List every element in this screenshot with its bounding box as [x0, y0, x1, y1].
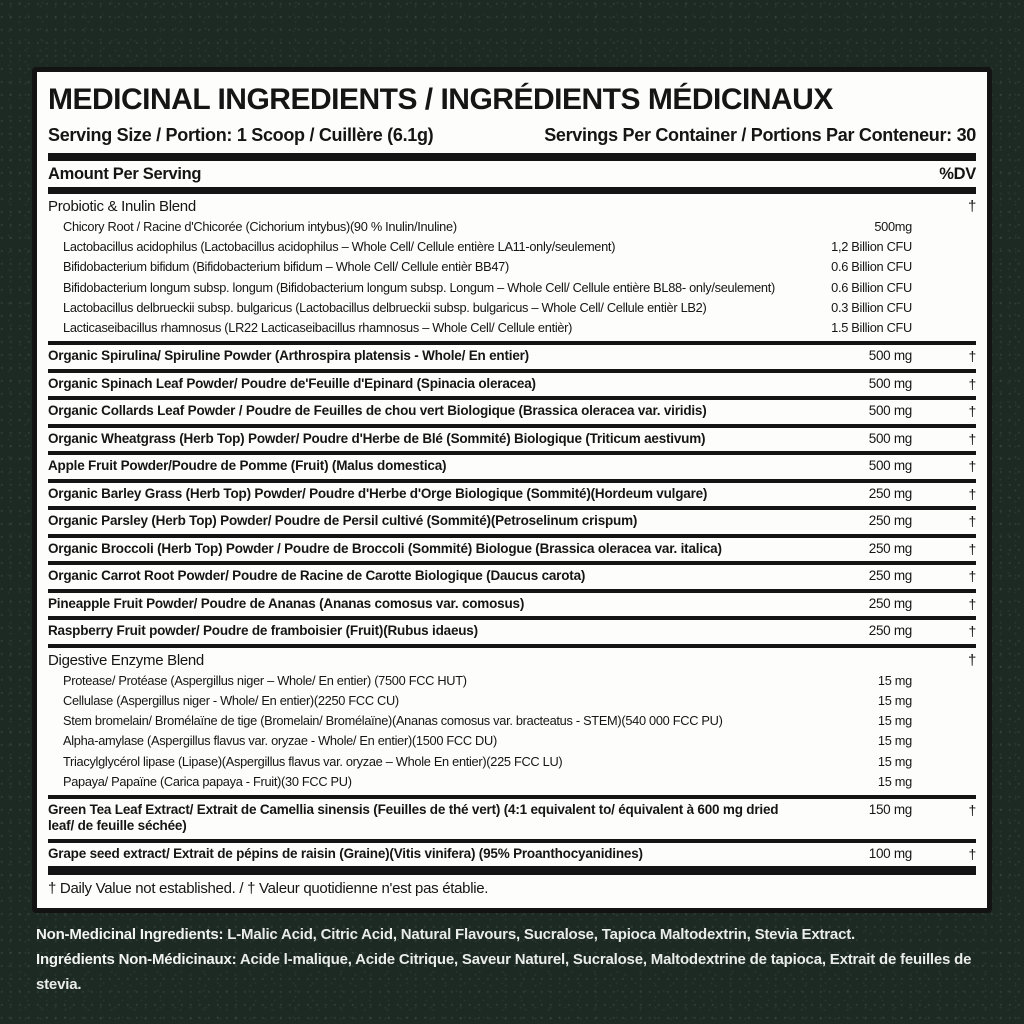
blend-header-probiotic	[48, 194, 976, 217]
ingredient-amount: 500 mg	[868, 375, 912, 391]
servings-per-container: Servings Per Container / Portions Par Conteneur: 30	[544, 125, 976, 145]
divider-bar	[48, 187, 976, 194]
ingredient-row	[48, 561, 976, 589]
ingredient-name: Lactobacillus acidophilus (Lactobacillus acidophilus – Whole Cell/ Cellule entière LA11-only/seulement)	[63, 239, 616, 255]
dv-header: %DV	[939, 165, 976, 183]
ingredient-name: Papaya/ Papaïne (Carica papaya - Fruit)(30 FCC PU)	[63, 773, 352, 789]
ingredient-row	[48, 795, 976, 839]
ingredient-amount: 500 mg	[868, 458, 912, 474]
ingredient-name: Cellulase (Aspergillus niger - Whole/ En entier)(2250 FCC CU)	[63, 692, 399, 708]
blend-item	[48, 752, 976, 772]
serving-size: Serving Size / Portion: 1 Scoop / Cuillère (6.1g)	[48, 125, 434, 145]
blend-item	[48, 691, 976, 711]
ingredient-name: Pineapple Fruit Powder/ Poudre de Ananas (Ananas comosus var. comosus)	[48, 595, 525, 611]
ingredient-name: Bifidobacterium bifidum (Bifidobacterium bifidum – Whole Cell/ Cellule entièr BB47)	[63, 259, 509, 275]
ingredient-dv: †	[968, 801, 976, 818]
ingredient-amount: 1,2 Billion CFU	[831, 239, 912, 255]
ingredient-name: Stem bromelain/ Bromélaïne de tige (Bromelain/ Bromélaïne)(Ananas comosus var. bracteatus - STEM)(540 000 FCC PU)	[63, 713, 723, 729]
non-medicinal-fr-text: Acide l-malique, Acide Citrique, Saveur Naturel, Sucralose, Maltodextrine de tapioca, Extrait de feuilles de stevia.	[36, 951, 972, 993]
ingredient-name: Grape seed extract/ Extrait de pépins de raisin (Graine)(Vitis vinifera) (95% Proanthocyanidines)	[48, 845, 643, 861]
non-medicinal-en-text: L-Malic Acid, Citric Acid, Natural Flavours, Sucralose, Tapioca Maltodextrin, Stevia Extract.	[223, 926, 855, 943]
ingredient-amount: 100 mg	[868, 845, 912, 861]
blend-item	[48, 772, 976, 795]
blend-item	[48, 318, 976, 341]
ingredient-amount: 15 mg	[877, 733, 912, 749]
blend-item	[48, 671, 976, 691]
daily-value-footnote: † Daily Value not established. / † Valeur quotidienne n'est pas établie.	[48, 880, 489, 898]
ingredient-name: Organic Carrot Root Powder/ Poudre de Racine de Carotte Biologique (Daucus carota)	[48, 568, 586, 584]
blend-dv: †	[967, 651, 976, 669]
ingredient-name: Alpha-amylase (Aspergillus flavus var. oryzae - Whole/ En entier)(1500 FCC DU)	[63, 733, 497, 749]
ingredient-amount: 15 mg	[877, 753, 912, 769]
ingredient-amount: 15 mg	[877, 692, 912, 708]
ingredient-row	[48, 479, 976, 507]
ingredient-name: Bifidobacterium longum subsp. longum (Bifidobacterium longum subsp. Longum – Whole Cell/ Cellule entière BL88- only/seulement)	[63, 279, 775, 295]
ingredient-dv: †	[968, 568, 976, 585]
ingredient-name: Lactobacillus delbrueckii subsp. bulgaricus (Lactobacillus delbrueckii subsp. bulgaricus – Whole Cell/ Cellule entièr LB2)	[63, 299, 707, 315]
blend-item	[48, 237, 976, 257]
blend-header-enzyme	[48, 644, 976, 671]
blend-item	[48, 298, 976, 318]
non-medicinal-en-label: Non-Medicinal Ingredients:	[36, 926, 224, 943]
ingredient-amount: 250 mg	[868, 540, 912, 556]
ingredient-name: Apple Fruit Powder/Poudre de Pomme (Fruit) (Malus domestica)	[48, 458, 447, 474]
ingredient-dv: †	[968, 375, 976, 392]
table-header	[48, 161, 976, 187]
ingredient-amount: 500 mg	[868, 403, 912, 419]
ingredient-dv: †	[968, 348, 976, 365]
ingredient-dv: †	[968, 513, 976, 530]
ingredient-row	[48, 839, 976, 867]
ingredient-amount: 15 mg	[877, 713, 912, 729]
divider-bar	[48, 866, 976, 875]
ingredient-name: Green Tea Leaf Extract/ Extrait de Camellia sinensis (Feuilles de thé vert) (4:1 equivalent to/ équivalent à 600 mg dried leaf/ de feuille séchée)	[48, 801, 779, 834]
ingredient-amount: 500 mg	[868, 348, 912, 364]
supplement-facts-label	[32, 67, 992, 913]
ingredient-dv: †	[968, 430, 976, 447]
ingredient-row	[48, 341, 976, 369]
ingredient-amount: 500mg	[874, 219, 912, 234]
ingredient-name: Protease/ Protéase (Aspergillus niger – Whole/ En entier) (7500 FCC HUT)	[63, 672, 467, 688]
blend-item	[48, 217, 976, 237]
ingredient-name: Organic Wheatgrass (Herb Top) Powder/ Poudre d'Herbe de Blé (Sommité) Biologique (Triticum aestivum)	[48, 430, 706, 446]
ingredient-name: Organic Parsley (Herb Top) Powder/ Poudre de Persil cultivé (Sommité)(Petroselinum crispum)	[48, 513, 638, 529]
ingredient-name: Organic Barley Grass (Herb Top) Powder/ Poudre d'Herbe d'Orge Biologique (Sommité)(Hordeum vulgare)	[48, 485, 708, 501]
ingredient-dv: †	[968, 540, 976, 557]
ingredient-dv: †	[968, 595, 976, 612]
ingredient-row	[48, 396, 976, 424]
ingredient-dv: †	[968, 845, 976, 862]
ingredient-row	[48, 369, 976, 397]
non-medicinal-section	[36, 922, 996, 997]
non-medicinal-fr-label: Ingrédients Non-Médicinaux:	[36, 951, 237, 968]
ingredient-name: Organic Broccoli (Herb Top) Powder / Poudre de Broccoli (Sommité) Biologue (Brassica oleracea var. italica)	[48, 540, 722, 556]
non-medicinal-en	[36, 922, 996, 947]
amount-per-serving-header: Amount Per Serving	[48, 165, 202, 183]
blend-item	[48, 257, 976, 277]
ingredient-row	[48, 451, 976, 479]
ingredient-dv: †	[968, 403, 976, 420]
ingredient-row	[48, 589, 976, 617]
ingredient-amount: 0.3 Billion CFU	[831, 299, 912, 315]
blend-item	[48, 731, 976, 751]
ingredient-dv: †	[968, 458, 976, 475]
ingredient-name: Chicory Root / Racine d'Chicorée (Cichorium intybus)(90 % Inulin/Inuline)	[63, 219, 457, 234]
ingredient-amount: 15 mg	[877, 773, 912, 789]
ingredient-amount: 250 mg	[868, 595, 912, 611]
blend-item	[48, 711, 976, 731]
blend-item	[48, 278, 976, 298]
label-title: MEDICINAL INGREDIENTS / INGRÉDIENTS MÉDICINAUX	[48, 83, 833, 116]
ingredient-row	[48, 424, 976, 452]
ingredient-name: Organic Spinach Leaf Powder/ Poudre de'Feuille d'Epinard (Spinacia oleracea)	[48, 375, 536, 391]
ingredient-name: Raspberry Fruit powder/ Poudre de framboisier (Fruit)(Rubus idaeus)	[48, 623, 478, 639]
ingredient-amount: 150 mg	[868, 801, 912, 817]
ingredient-amount: 0.6 Billion CFU	[831, 259, 912, 275]
ingredient-dv: †	[968, 485, 976, 502]
ingredient-row	[48, 534, 976, 562]
blend-dv: †	[967, 198, 976, 215]
ingredient-amount: 0.6 Billion CFU	[831, 279, 912, 295]
non-medicinal-fr	[36, 947, 996, 997]
ingredient-amount: 250 mg	[868, 568, 912, 584]
ingredient-amount: 250 mg	[868, 485, 912, 501]
ingredient-row	[48, 616, 976, 644]
ingredient-amount: 250 mg	[868, 623, 912, 639]
ingredient-dv: †	[968, 623, 976, 640]
blend-name: Probiotic & Inulin Blend	[48, 198, 196, 215]
ingredient-amount: 15 mg	[877, 672, 912, 688]
ingredient-name: Organic Spirulina/ Spiruline Powder (Arthrospira platensis - Whole/ En entier)	[48, 348, 529, 364]
divider-bar	[48, 153, 976, 161]
serving-line	[48, 123, 976, 147]
ingredient-name: Triacylglycérol lipase (Lipase)(Aspergillus flavus var. oryzae – Whole En entier)(225 FCC LU)	[63, 753, 563, 769]
ingredient-amount: 500 mg	[868, 430, 912, 446]
ingredient-name: Organic Collards Leaf Powder / Poudre de Feuilles de chou vert Biologique (Brassica oleracea var. viridis)	[48, 403, 707, 419]
blend-name: Digestive Enzyme Blend	[48, 651, 204, 669]
ingredient-row	[48, 506, 976, 534]
ingredient-name: Lacticaseibacillus rhamnosus (LR22 Lacticaseibacillus rhamnosus – Whole Cell/ Cellule entièr)	[63, 320, 573, 336]
ingredient-amount: 250 mg	[868, 513, 912, 529]
ingredient-amount: 1.5 Billion CFU	[831, 320, 912, 336]
